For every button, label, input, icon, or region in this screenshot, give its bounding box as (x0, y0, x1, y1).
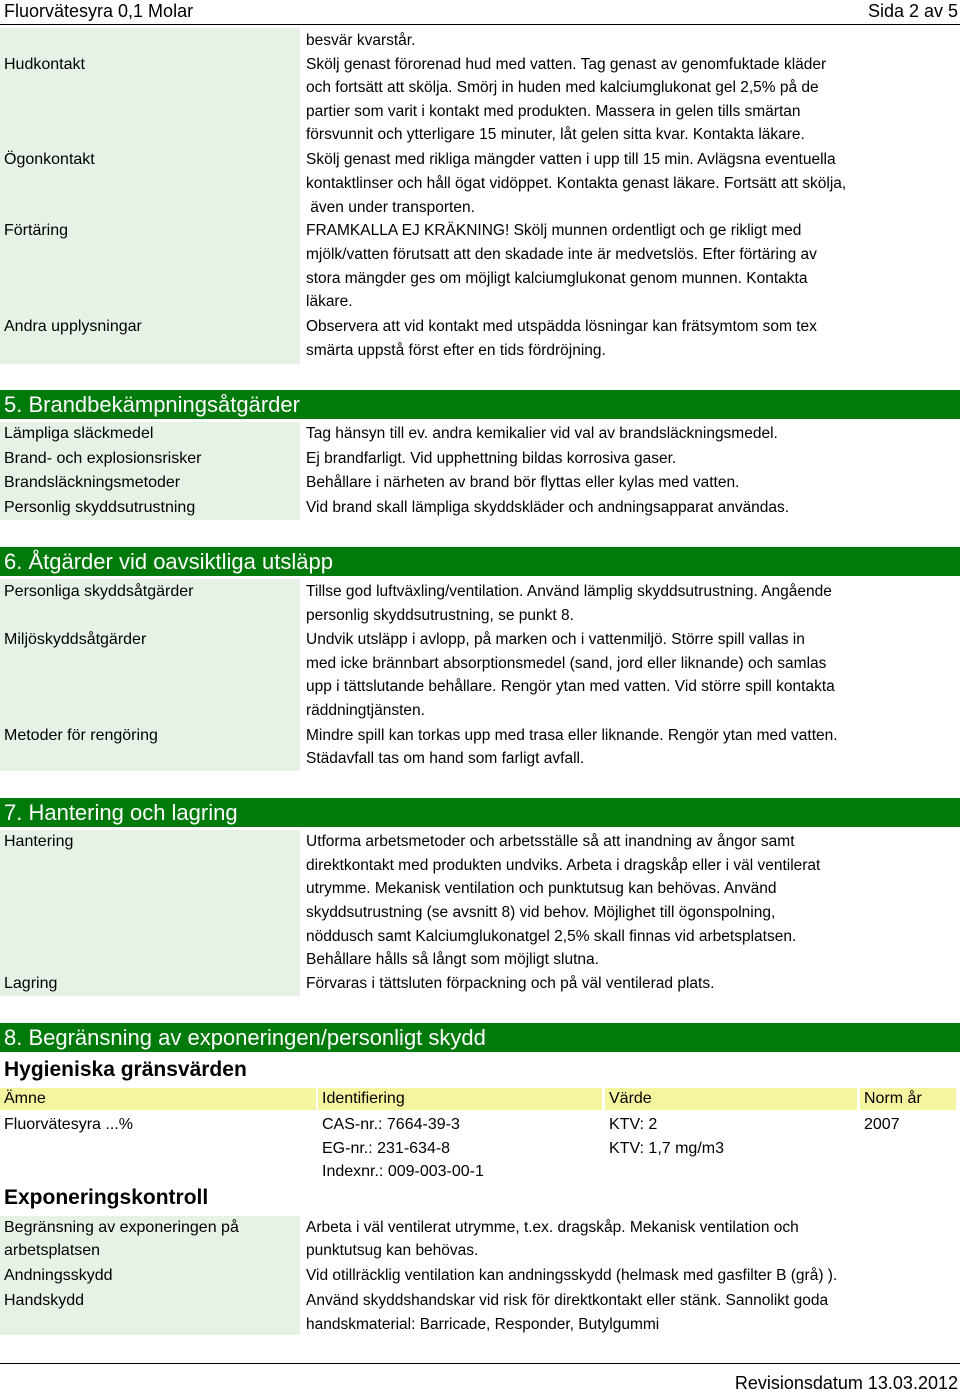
fire-risk-label: Brand- och explosionsrisker (4, 450, 202, 467)
table-header-substance: Ämne (0, 1088, 316, 1110)
section-8-heading: 8. Begränsning av exponeringen/personligt skydd (0, 1023, 960, 1052)
table-cell-index: Indexnr.: 009-003-00-1 (322, 1163, 484, 1180)
ingestion-text: stora mängder ges om möjligt kalciumglukonat genom munnen. Kontakta (306, 270, 808, 287)
handling-label: Hantering (4, 833, 74, 850)
cleanup-text: Städavfall tas om hand som farligt avfall. (306, 750, 585, 767)
page-number: Sida 2 av 5 (867, 1, 958, 21)
other-info-text: Observera att vid kontakt med utspädda lösningar kan frätsymtom som tex (306, 318, 817, 335)
fire-methods-label: Brandsläckningsmetoder (4, 474, 181, 491)
extinguishing-media-label: Lämpliga släckmedel (4, 425, 154, 442)
ingestion-text: mjölk/vatten förutsatt att den skadade inte är medvetslös. Efter förtäring av (306, 246, 817, 263)
workplace-exposure-text: punktutsug kan behövas. (306, 1242, 479, 1259)
table-cell-value-2: KTV: 1,7 mg/m3 (609, 1140, 724, 1157)
footer-rule (0, 1363, 960, 1364)
exposure-control-heading: Exponeringskontroll (4, 1186, 209, 1209)
hand-protection-text: Använd skyddshandskar vid risk för direktkontakt eller stänk. Sannolikt goda (306, 1292, 829, 1309)
table-cell-value-1: KTV: 2 (609, 1116, 658, 1133)
skin-contact-label: Hudkontakt (4, 56, 85, 73)
table-cell-substance: Fluorvätesyra ...% (4, 1116, 133, 1133)
workplace-exposure-label: Begränsning av exponeringen på (4, 1219, 239, 1236)
first-aid-label-column (0, 28, 300, 364)
ingestion-text: läkare. (306, 293, 353, 310)
workplace-exposure-label: arbetsplatsen (4, 1242, 101, 1259)
table-cell-cas: CAS-nr.: 7664-39-3 (322, 1116, 460, 1133)
section-6-heading: 6. Åtgärder vid oavsiktliga utsläpp (0, 547, 960, 576)
personal-precautions-text: Tillse god luftväxling/ventilation. Använd lämplig skyddsutrustning. Angående (306, 583, 832, 600)
environmental-text: räddningtjänsten. (306, 702, 425, 719)
skin-contact-text: partier som varit i kontakt med produkten. Massera in gelen tills smärtan (306, 103, 801, 120)
handling-text: utrymme. Mekanisk ventilation och punktutsug kan behövas. Använd (306, 880, 777, 897)
cleanup-text: Mindre spill kan torkas upp med trasa eller liknande. Rengör ytan med vatten. (306, 727, 838, 744)
respiratory-label: Andningsskydd (4, 1267, 113, 1284)
fire-methods-text: Behållare i närheten av brand bör flyttas eller kylas med vatten. (306, 474, 740, 491)
page-header (0, 0, 960, 26)
hand-protection-text: handskmaterial: Barricade, Responder, Butylgummi (306, 1316, 660, 1333)
hand-protection-label: Handskydd (4, 1292, 85, 1309)
personal-precautions-label: Personliga skyddsåtgärder (4, 583, 194, 600)
handling-text: direktkontakt med produkten undviks. Arbeta i dragskåp eller i väl ventilerat (306, 857, 821, 874)
personal-precautions-text: personlig skyddsutrustning, se punkt 8. (306, 607, 574, 624)
hygiene-limits-heading: Hygieniska gränsvärden (4, 1058, 247, 1081)
skin-contact-text: försvunnit och ytterligare 15 minuter, låt gelen sitta kvar. Kontakta läkare. (306, 126, 805, 143)
fire-protection-label: Personlig skyddsutrustning (4, 499, 196, 516)
section-7-heading: 7. Hantering och lagring (0, 798, 960, 827)
table-header-year: Norm år (860, 1088, 956, 1110)
environmental-label: Miljöskyddsåtgärder (4, 631, 147, 648)
table-cell-ec: EG-nr.: 231-634-8 (322, 1140, 451, 1157)
extinguishing-media-text: Tag hänsyn till ev. andra kemikalier vid val av brandsläckningsmedel. (306, 425, 778, 442)
other-info-label: Andra upplysningar (4, 318, 142, 335)
ingestion-label: Förtäring (4, 222, 69, 239)
environmental-text: Undvik utsläpp i avlopp, på marken och i vattenmiljö. Större spill vallas in (306, 631, 805, 648)
eye-contact-text: även under transporten. (306, 199, 475, 216)
storage-label: Lagring (4, 975, 58, 992)
environmental-text: med icke brännbart absorptionsmedel (sand, jord eller liknande) och samlas (306, 655, 827, 672)
environmental-text: upp i tättslutande behållare. Rengör ytan med vatten. Vid större spill kontakta (306, 678, 835, 695)
revision-date: Revisionsdatum 13.03.2012 (734, 1373, 958, 1393)
other-info-text: smärta uppstå först efter en tids fördröjning. (306, 342, 606, 359)
fire-protection-text: Vid brand skall lämpliga skyddskläder och andningsapparat användas. (306, 499, 790, 516)
handling-text: Behållare hålls så långt som möjligt slutna. (306, 951, 599, 968)
table-cell-year: 2007 (864, 1116, 900, 1133)
eye-contact-text: Skölj genast med rikliga mängder vatten i upp till 15 min. Avlägsna eventuella (306, 151, 836, 168)
fire-risk-text: Ej brandfarligt. Vid upphettning bildas korrosiva gaser. (306, 450, 677, 467)
storage-text: Förvaras i tättsluten förpackning och på väl ventilerad plats. (306, 975, 715, 992)
document-title: Fluorvätesyra 0,1 Molar (4, 1, 194, 21)
handling-text: skyddsutrustning (se avsnitt 8) vid behov. Möjlighet till ögonspolning, (306, 904, 776, 921)
cleanup-label: Metoder för rengöring (4, 727, 158, 744)
header-rule (0, 24, 960, 25)
table-header-identification: Identifiering (318, 1088, 602, 1110)
handling-text: nöddusch samt Kalciumglukonatgel 2,5% skall finnas vid arbetsplatsen. (306, 928, 797, 945)
eye-contact-text: kontaktlinser och håll ögat vidöppet. Kontakta genast läkare. Fortsätt att skölja, (306, 175, 847, 192)
ingestion-text: FRAMKALLA EJ KRÄKNING! Skölj munnen ordentligt och ge rikligt med (306, 222, 802, 239)
skin-contact-text: Skölj genast förorenad hud med vatten. Tag genast av genomfuktade kläder (306, 56, 827, 73)
workplace-exposure-text: Arbeta i väl ventilerat utrymme, t.ex. dragskåp. Mekanisk ventilation och (306, 1219, 799, 1236)
skin-contact-text: och fortsätt att skölja. Smörj in huden med kalciumglukonat gel 2,5% på de (306, 79, 819, 96)
respiratory-text: Vid otillräcklig ventilation kan andningsskydd (helmask med gasfilter B (grå) ). (306, 1267, 838, 1284)
table-header-value: Värde (605, 1088, 857, 1110)
eye-contact-label: Ögonkontakt (4, 151, 95, 168)
section-5-heading: 5. Brandbekämpningsåtgärder (0, 390, 960, 419)
first-aid-continued: besvär kvarstår. (306, 32, 416, 49)
handling-text: Utforma arbetsmetoder och arbetsställe så att inandning av ångor samt (306, 833, 795, 850)
